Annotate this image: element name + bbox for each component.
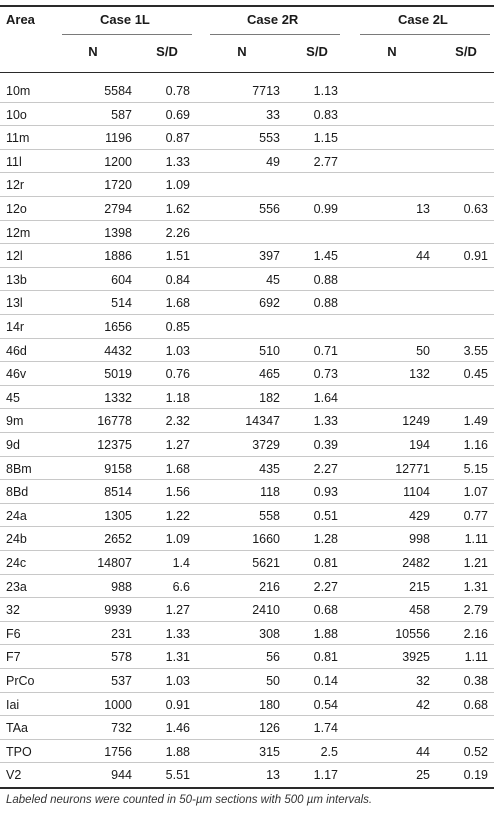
cell-c2s: 0.14 <box>313 674 338 688</box>
cell-c3s: 1.49 <box>463 414 488 429</box>
table-row <box>0 598 494 622</box>
header-case-1l: Case 1L <box>100 12 150 27</box>
cell-c1s: 1.33 <box>165 626 190 641</box>
cell-c2n: 692 <box>259 296 280 311</box>
cell-c2s: 1.33 <box>313 414 338 429</box>
cell-area: 46v <box>6 367 27 382</box>
cell-c3s: 1.07 <box>463 485 488 500</box>
cell-c1s: 1.51 <box>165 249 190 264</box>
cell-c1s: 1.31 <box>165 650 190 665</box>
cell-area: V2 <box>6 768 22 783</box>
cell-c1s: 0.87 <box>165 131 190 146</box>
table-row <box>0 197 494 221</box>
cell-area: PrCo <box>6 674 35 688</box>
cell-c3n: 42 <box>416 697 430 712</box>
cell-c1n: 514 <box>111 296 132 311</box>
cell-c3n: 132 <box>409 367 430 382</box>
cell-c1s: 1.46 <box>165 721 190 736</box>
cell-c1n: 988 <box>111 579 132 594</box>
table-row <box>0 244 494 268</box>
cell-c1s: 1.4 <box>172 556 190 570</box>
cell-c1n: 944 <box>111 768 132 783</box>
cell-c2n: 49 <box>266 154 280 169</box>
cell-c2s: 1.88 <box>313 626 338 641</box>
cell-c3s <box>440 79 488 103</box>
cell-c3n: 32 <box>416 674 430 688</box>
cell-area: 46d <box>6 343 27 358</box>
cell-c2n <box>210 221 280 245</box>
cell-c2s <box>288 173 338 197</box>
cell-c2s: 1.17 <box>313 768 338 783</box>
cell-c3s: 1.11 <box>464 650 488 665</box>
cell-c1n: 1200 <box>104 154 132 169</box>
cell-c1n: 732 <box>111 721 132 736</box>
cell-c1s: 1.56 <box>165 485 190 500</box>
cell-c3n: 50 <box>416 343 430 358</box>
cell-c3n: 44 <box>416 249 430 264</box>
cell-c1s: 1.62 <box>165 202 190 216</box>
cell-area: TPO <box>6 744 32 759</box>
header-case-2r: Case 2R <box>247 12 299 27</box>
table-row <box>0 763 494 787</box>
cell-c3s <box>440 126 488 150</box>
cell-c2s: 0.88 <box>313 272 338 287</box>
cell-c2n: 5621 <box>252 556 280 570</box>
cell-c2n: 397 <box>259 249 280 264</box>
cell-c2n: 216 <box>259 579 280 594</box>
cell-c2n: 118 <box>260 485 280 500</box>
cell-c1s: 0.91 <box>165 697 190 712</box>
cell-c1s: 0.78 <box>165 84 190 98</box>
cell-c3n: 13 <box>416 202 430 216</box>
table-row <box>0 173 494 197</box>
cell-c2s: 2.27 <box>313 579 338 594</box>
cell-c3s: 0.91 <box>463 249 488 264</box>
cell-c2s: 0.81 <box>313 650 338 665</box>
cell-c2s <box>288 315 338 339</box>
cell-area: 12o <box>6 202 27 216</box>
cell-c3n <box>360 126 430 150</box>
cell-c2n: 45 <box>266 272 280 287</box>
header-sd-case-2l: S/D <box>455 44 477 59</box>
table-row <box>0 103 494 127</box>
cell-c2n: 556 <box>259 202 280 216</box>
cell-c3n: 2482 <box>402 556 430 570</box>
cell-c2n: 435 <box>259 461 280 476</box>
table-row <box>0 150 494 174</box>
table-top-rule <box>0 5 494 7</box>
cell-c1n: 578 <box>111 650 132 665</box>
table-row <box>0 79 494 103</box>
cell-c1n: 5584 <box>104 84 132 98</box>
header-sd-case-1l: S/D <box>156 44 178 59</box>
cell-c2s: 0.93 <box>313 485 338 500</box>
cell-c3s <box>440 150 488 174</box>
cell-c3s: 0.38 <box>463 674 488 688</box>
cell-c1s: 5.51 <box>165 768 190 783</box>
cell-c2n: 13 <box>266 768 280 783</box>
cell-c1s: 0.69 <box>165 107 190 122</box>
cell-c3n <box>360 79 430 103</box>
cell-c2s: 0.81 <box>313 556 338 570</box>
cell-c1n: 1756 <box>104 744 132 759</box>
header-bottom-rule <box>0 72 494 73</box>
cell-area: 12m <box>6 225 31 240</box>
cell-c1s: 1.33 <box>165 154 190 169</box>
cell-c2n: 7713 <box>252 84 280 98</box>
cell-c3n <box>360 291 430 315</box>
table-row <box>0 221 494 245</box>
table-row <box>0 693 494 717</box>
table-footnote: Labeled neurons were counted in 50-µm sections with 500 µm intervals. <box>6 794 373 806</box>
cell-area: 14r <box>6 320 25 334</box>
group-underline-case-2r <box>210 34 340 35</box>
table-row <box>0 268 494 292</box>
cell-c1s: 1.27 <box>165 438 190 452</box>
cell-c1n: 1196 <box>105 131 132 146</box>
cell-c1n: 1332 <box>104 390 132 405</box>
cell-c1s: 1.22 <box>165 508 190 523</box>
cell-c3n <box>360 150 430 174</box>
cell-c2s: 0.73 <box>313 367 338 382</box>
cell-c3n <box>360 268 430 292</box>
cell-c1n: 587 <box>111 107 132 122</box>
cell-c2n: 3729 <box>252 438 280 452</box>
cell-c1n: 1398 <box>104 225 132 240</box>
cell-c2s: 1.45 <box>313 249 338 264</box>
header-n-case-1l: N <box>88 44 98 59</box>
cell-c1s: 0.76 <box>165 367 190 382</box>
cell-c2s: 0.51 <box>313 508 338 523</box>
cell-c2s: 2.77 <box>313 154 338 169</box>
table-row <box>0 409 494 433</box>
cell-area: 11l <box>6 154 22 169</box>
cell-c1n: 9158 <box>104 461 132 476</box>
cell-c2s: 0.54 <box>313 697 338 712</box>
cell-c1s: 1.03 <box>165 674 190 688</box>
cell-c3n: 215 <box>409 579 430 594</box>
cell-area: 10m <box>6 84 31 98</box>
cell-c2n: 50 <box>266 674 280 688</box>
table-row <box>0 457 494 481</box>
cell-c2s: 1.28 <box>313 532 338 547</box>
cell-c2n: 56 <box>266 650 280 665</box>
cell-c2s: 0.39 <box>313 438 338 452</box>
cell-c3n <box>360 716 430 740</box>
cell-c2s: 0.83 <box>313 107 338 122</box>
table-row <box>0 362 494 386</box>
cell-c2s: 2.27 <box>313 461 338 476</box>
cell-c3s: 5.15 <box>463 461 488 476</box>
cell-area: 13l <box>6 296 23 311</box>
cell-c3s: 1.11 <box>464 532 488 547</box>
cell-c3n <box>360 173 430 197</box>
cell-c3s <box>440 221 488 245</box>
cell-c1s: 1.03 <box>165 343 190 358</box>
cell-area: 45 <box>6 390 20 405</box>
cell-c1n: 1720 <box>104 178 132 193</box>
cell-c3s <box>440 173 488 197</box>
cell-c2n: 2410 <box>252 603 280 618</box>
cell-c1n: 1656 <box>104 320 132 334</box>
cell-c2n <box>210 173 280 197</box>
table-row <box>0 386 494 410</box>
cell-area: 8Bd <box>6 485 29 500</box>
cell-c3n <box>360 103 430 127</box>
cell-c1s: 1.18 <box>165 390 190 405</box>
cell-c3n: 3925 <box>402 650 430 665</box>
table-row <box>0 504 494 528</box>
cell-c2s: 1.64 <box>313 390 338 405</box>
cell-c1n: 1886 <box>104 249 132 264</box>
cell-c1n: 537 <box>111 674 132 688</box>
cell-area: F7 <box>6 650 21 665</box>
table-row <box>0 622 494 646</box>
cell-c2n <box>210 315 280 339</box>
table-row <box>0 433 494 457</box>
table-row <box>0 551 494 575</box>
cell-c1n: 5019 <box>104 367 132 382</box>
cell-c1n: 231 <box>111 626 132 641</box>
cell-area: F6 <box>6 626 21 641</box>
cell-c2s: 0.71 <box>313 343 338 358</box>
group-underline-case-2l <box>360 34 490 35</box>
cell-c3s: 0.77 <box>463 508 488 523</box>
cell-c1s: 1.88 <box>165 744 190 759</box>
cell-c3n: 1104 <box>403 485 430 500</box>
cell-c3s: 0.63 <box>463 202 488 216</box>
cell-area: 9d <box>6 438 20 452</box>
cell-c2n: 510 <box>259 343 280 358</box>
table-row <box>0 645 494 669</box>
header-sd-case-2r: S/D <box>306 44 328 59</box>
cell-c2n: 553 <box>259 131 280 146</box>
cell-c2n: 1660 <box>252 532 280 547</box>
cell-c3n: 25 <box>416 768 430 783</box>
cell-c1n: 12375 <box>97 438 132 452</box>
cell-area: Iai <box>6 697 20 712</box>
cell-c3n: 44 <box>416 744 430 759</box>
cell-c3n: 12771 <box>395 461 430 476</box>
cell-c1s: 1.09 <box>165 532 190 547</box>
cell-c1s: 1.68 <box>165 296 190 311</box>
cell-c1n: 604 <box>111 272 132 287</box>
cell-c3n: 998 <box>409 532 430 547</box>
table-row <box>0 339 494 363</box>
header-area: Area <box>6 12 35 27</box>
cell-c1n: 8514 <box>104 485 132 500</box>
header-n-case-2l: N <box>387 44 397 59</box>
cell-area: 11m <box>6 131 30 146</box>
table-row <box>0 315 494 339</box>
cell-c3n: 1249 <box>402 414 430 429</box>
cell-c3n: 10556 <box>395 626 430 641</box>
cell-c2s: 0.99 <box>313 202 338 216</box>
cell-c1s: 2.26 <box>165 225 190 240</box>
table-row <box>0 527 494 551</box>
cell-c2s: 0.88 <box>313 296 338 311</box>
cell-c2n: 465 <box>259 367 280 382</box>
cell-c2n: 558 <box>259 508 280 523</box>
cell-c2n: 315 <box>259 744 280 759</box>
cell-c1s: 1.09 <box>165 178 190 193</box>
cell-c1n: 4432 <box>104 343 132 358</box>
table-row <box>0 291 494 315</box>
table-bottom-rule <box>0 787 494 789</box>
cell-c2n: 180 <box>259 697 280 712</box>
cell-c1n: 14807 <box>97 556 132 570</box>
cell-c1s: 6.6 <box>172 579 190 594</box>
cell-c3s: 3.55 <box>463 343 488 358</box>
cell-c3s: 2.79 <box>463 603 488 618</box>
cell-c1s: 1.27 <box>165 603 190 618</box>
cell-c3s <box>440 103 488 127</box>
cell-c3s <box>440 716 488 740</box>
cell-c2s: 0.68 <box>313 603 338 618</box>
cell-c2s <box>288 221 338 245</box>
cell-c3s: 0.52 <box>463 744 488 759</box>
table-row <box>0 669 494 693</box>
cell-c2n: 126 <box>259 721 280 736</box>
cell-c1n: 9939 <box>104 603 132 618</box>
cell-c1n: 16778 <box>97 414 132 429</box>
cell-c2n: 33 <box>266 107 280 122</box>
cell-area: 12l <box>6 249 23 264</box>
cell-c1s: 2.32 <box>165 414 190 429</box>
cell-c3s: 2.16 <box>463 626 488 641</box>
cell-c3n <box>360 315 430 339</box>
table-row <box>0 480 494 504</box>
cell-area: 23a <box>6 579 27 594</box>
cell-c1s: 0.84 <box>165 272 190 287</box>
cell-c2n: 182 <box>259 390 280 405</box>
cell-c1n: 1000 <box>104 697 132 712</box>
cell-area: 24a <box>6 508 27 523</box>
cell-c3s: 0.45 <box>463 367 488 382</box>
cell-area: 9m <box>6 414 24 429</box>
cell-c2s: 1.74 <box>313 721 338 736</box>
cell-area: 24c <box>6 556 27 570</box>
group-underline-case-1l <box>62 34 192 35</box>
cell-c3n: 429 <box>409 508 430 523</box>
cell-c3s: 1.31 <box>463 579 488 594</box>
cell-c3n: 194 <box>409 438 430 452</box>
cell-c3n: 458 <box>409 603 430 618</box>
cell-c3s: 1.21 <box>463 556 488 570</box>
table-row <box>0 740 494 764</box>
cell-c1n: 2652 <box>104 532 132 547</box>
cell-c3s: 0.68 <box>463 697 488 712</box>
table-row <box>0 126 494 150</box>
cell-c3n <box>360 221 430 245</box>
cell-area: 8Bm <box>6 461 32 476</box>
cell-c1s: 1.68 <box>165 461 190 476</box>
header-case-2l: Case 2L <box>398 12 448 27</box>
cell-c3s: 0.19 <box>463 768 488 783</box>
cell-c2s: 1.15 <box>313 131 338 146</box>
cell-c3s <box>440 386 488 410</box>
table-row <box>0 575 494 599</box>
cell-area: 32 <box>6 603 20 618</box>
cell-c2n: 14347 <box>245 414 280 429</box>
cell-area: 12r <box>6 178 25 193</box>
cell-c3n <box>360 386 430 410</box>
cell-area: 13b <box>6 272 27 287</box>
cell-c1s: 0.85 <box>165 320 190 334</box>
cell-c1n: 1305 <box>104 508 132 523</box>
header-n-case-2r: N <box>237 44 247 59</box>
cell-area: 10o <box>6 107 27 122</box>
cell-c2s: 2.5 <box>320 744 338 759</box>
cell-area: TAa <box>6 721 28 736</box>
table-row <box>0 716 494 740</box>
cell-c2n: 308 <box>259 626 280 641</box>
cell-area: 24b <box>6 532 27 547</box>
cell-c3s: 1.16 <box>463 438 488 452</box>
cell-c3s <box>440 291 488 315</box>
cell-c1n: 2794 <box>104 202 132 216</box>
cell-c3s <box>440 268 488 292</box>
cell-c2s: 1.13 <box>313 84 338 98</box>
cell-c3s <box>440 315 488 339</box>
